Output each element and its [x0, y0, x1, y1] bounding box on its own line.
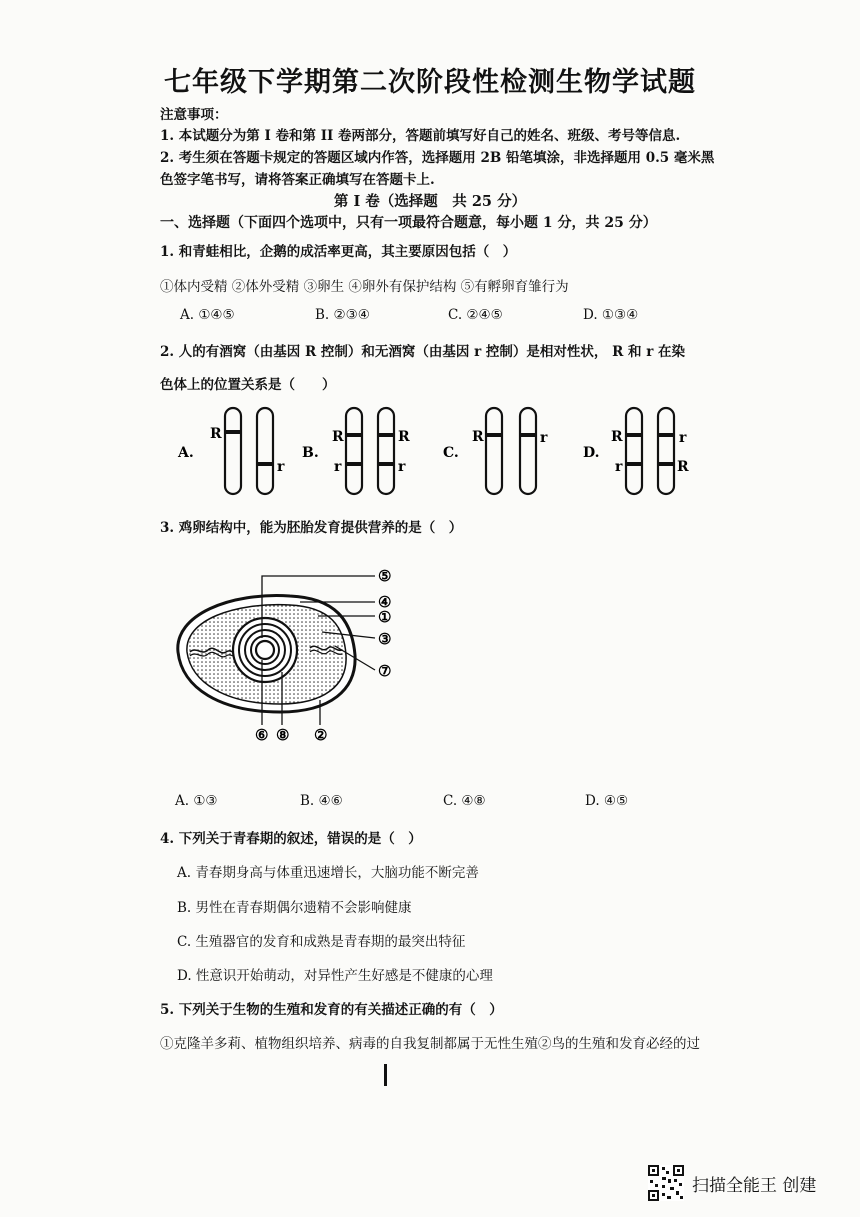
gene-label: R	[472, 429, 484, 445]
gene-label: R	[677, 459, 689, 475]
q1-option-d: D. ①③④	[583, 307, 639, 323]
q3-option-c: C. ④⑧	[443, 793, 486, 809]
gene-label: R	[611, 429, 623, 445]
q4-option-c: C. 生殖器官的发育和成熟是青春期的最突出特征	[177, 934, 466, 950]
chromosome-c-left	[486, 408, 502, 494]
egg-label: ③	[378, 630, 392, 648]
egg-label: ⑧	[276, 726, 290, 744]
egg-label: ⑥	[255, 726, 269, 744]
gene-label: r	[679, 430, 687, 446]
q4-option-d: D. 性意识开始萌动，对异性产生好感是不健康的心理	[177, 968, 493, 984]
gene-label: R	[332, 429, 344, 445]
qr-code-icon	[648, 1165, 684, 1201]
scanner-footer	[648, 1165, 816, 1201]
q3-option-b: B. ④⑥	[300, 793, 343, 809]
egg-label: ⑦	[378, 662, 392, 680]
chromosome-a-left	[225, 408, 241, 494]
option-d-label: D.	[583, 445, 600, 461]
q3-option-d: D. ④⑤	[585, 793, 629, 809]
q4-option-a: A. 青春期身高与体重迅速增长，大脑功能不断完善	[177, 865, 479, 881]
chromosome-d-right	[658, 408, 674, 494]
gene-label: R	[398, 429, 410, 445]
gene-label: r	[615, 459, 623, 475]
gene-label: r	[398, 459, 406, 475]
q4-stem: 4. 下列关于青春期的叙述，错误的是（ ）	[160, 831, 422, 847]
q2-stem-line2: 色体上的位置关系是（ ）	[160, 377, 336, 393]
option-a-label: A.	[178, 445, 194, 461]
chromosome-b-left	[346, 408, 362, 494]
option-b-label: B.	[302, 445, 319, 461]
q1-option-a: A. ①④⑤	[180, 307, 235, 323]
notice-item-2-cont: 色签字笔书写，请将答案正确填写在答题卡上.	[160, 172, 435, 188]
page-title: 七年级下学期第二次阶段性检测生物学试题	[164, 67, 696, 98]
chromosome-d-left	[626, 408, 642, 494]
q2-stem-line1: 2. 人的有酒窝（由基因 R 控制）和无酒窝（由基因 r 控制）是相对性状， R 和 r 在染	[160, 344, 686, 360]
q1-option-b: B. ②③④	[315, 307, 370, 323]
egg-label: ②	[314, 726, 328, 744]
egg-label: ⑤	[378, 567, 392, 585]
chromosome-c-right	[520, 408, 536, 494]
gene-label: r	[540, 430, 548, 446]
q1-option-c: C. ②④⑤	[448, 307, 503, 323]
notice-item-2: 2. 考生须在答题卡规定的答题区域内作答，选择题用 2B 铅笔填涂，非选择题用 0.5 毫米黑	[160, 150, 715, 166]
q1-facts: ①体内受精 ②体外受精 ③卵生 ④卵外有保护结构 ⑤有孵卵育雏行为	[160, 279, 569, 295]
option-c-label: C.	[443, 445, 459, 461]
q5-line1: ①克隆羊多莉、植物组织培养、病毒的自我复制都属于无性生殖②鸟的生殖和发育必经的过	[160, 1036, 700, 1052]
egg-label: ④	[378, 593, 392, 611]
q3-option-a: A. ①③	[175, 793, 218, 809]
notice-item-1: 1. 本试题分为第 I 卷和第 II 卷两部分，答题前填写好自己的姓名、班级、考号等信息.	[160, 128, 681, 144]
chromosome-diagrams	[160, 400, 720, 500]
egg-structure-diagram	[160, 560, 410, 750]
q3-stem: 3. 鸡卵结构中，能为胚胎发育提供营养的是（ ）	[160, 520, 463, 536]
egg-label: ①	[378, 608, 392, 626]
q1-stem: 1. 和青蛙相比，企鹅的成活率更高，其主要原因包括（ ）	[160, 244, 517, 260]
section-instruction: 一、选择题（下面四个选项中，只有一项最符合题意，每小题 1 分，共 25 分）	[160, 215, 657, 231]
page-mark	[384, 1064, 387, 1086]
gene-label: r	[334, 459, 342, 475]
section-heading: 第 I 卷（选择题 共 25 分）	[333, 193, 527, 210]
q5-stem: 5. 下列关于生物的生殖和发育的有关描述正确的有（ ）	[160, 1002, 503, 1018]
chromosome-a-right	[257, 408, 273, 494]
gene-label: R	[210, 426, 222, 442]
chromosome-b-right	[378, 408, 394, 494]
gene-label: r	[277, 459, 285, 475]
q4-option-b: B. 男性在青春期偶尔遗精不会影响健康	[177, 900, 412, 916]
notice-heading: 注意事项：	[160, 107, 228, 123]
scanner-watermark-text: 扫描全能王 创建	[692, 1175, 817, 1196]
